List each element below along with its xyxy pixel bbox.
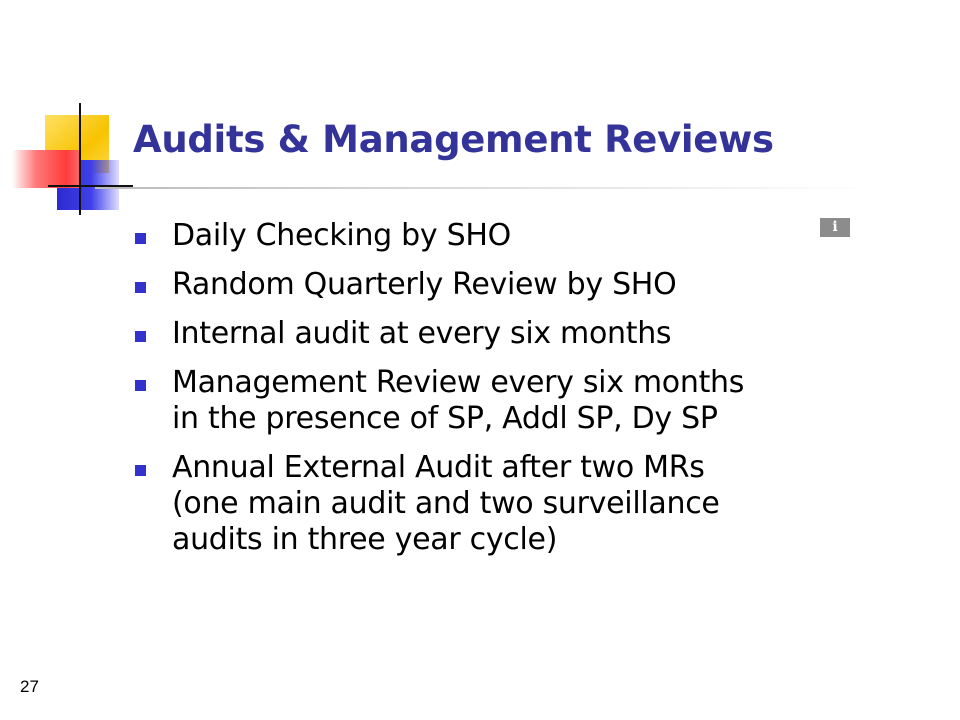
bullet-text-line: in the presence of SP, Addl SP, Dy SP bbox=[172, 401, 718, 436]
square-bullet-icon bbox=[135, 465, 146, 476]
square-bullet-icon bbox=[135, 380, 146, 391]
square-bullet-icon bbox=[135, 331, 146, 342]
info-icon[interactable]: i bbox=[820, 218, 850, 237]
bullet-list bbox=[135, 218, 895, 571]
bullet-item bbox=[135, 218, 895, 254]
decorative-corner-graphic bbox=[0, 0, 140, 230]
bullet-text-line: audits in three year cycle) bbox=[172, 522, 558, 557]
bullet-item bbox=[135, 365, 895, 437]
title-divider bbox=[95, 187, 875, 189]
bullet-text-line: Management Review every six months bbox=[172, 365, 745, 400]
bullet-text-line: Annual External Audit after two MRs bbox=[172, 450, 705, 485]
bullet-text-line: (one main audit and two surveillance bbox=[172, 486, 720, 521]
bullet-item bbox=[135, 316, 895, 352]
bullet-text-line: Internal audit at every six months bbox=[172, 316, 672, 351]
decorative-vertical-line bbox=[79, 103, 81, 215]
bullet-text-line: Daily Checking by SHO bbox=[172, 218, 511, 253]
square-bullet-icon bbox=[135, 233, 146, 244]
decorative-red-square bbox=[12, 150, 80, 188]
bullet-text-line: Random Quarterly Review by SHO bbox=[172, 267, 677, 302]
slide-title: Audits & Management Reviews bbox=[133, 118, 774, 161]
square-bullet-icon bbox=[135, 282, 146, 293]
bullet-item bbox=[135, 450, 895, 558]
slide-number: 27 bbox=[20, 677, 39, 696]
bullet-item bbox=[135, 267, 895, 303]
